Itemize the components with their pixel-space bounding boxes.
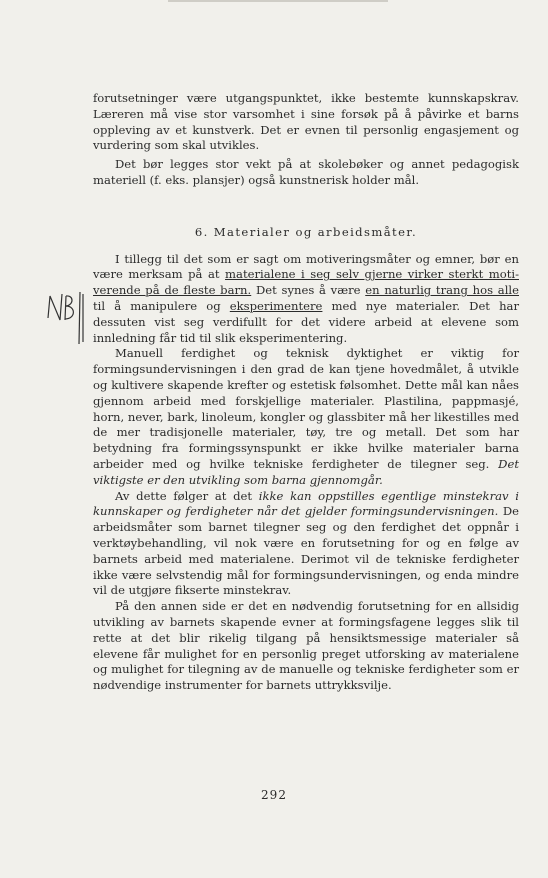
paragraph-section-3: Av dette følger at det ikke kan oppstilles egentlige minstekrav i kunnskaper og ferdigheter når det gjelder formingsundervisningen. De arbeidsmåter som barnet tilegner seg og den ferdighet det oppnår i verktøybehandling, vil nok være en forutsetning for og en følge av barnets arbeid med materialene. Derimot vil de tekniske ferdigheter ikke være selvstendig mål for formingsundervisningen, og enda mindre vil de utgjøre fikserte minstekrav. [93, 488, 519, 598]
underlined-text-3: eksperimentere [229, 298, 323, 313]
emphasis-text: ikke kan oppstilles egentlige minstekrav i kunnskaper og ferdigheter når det gjelder formingsundervisningen. [93, 488, 519, 519]
emphasis-text: Det viktigste er den utvikling som barna gjennomgår. [93, 456, 519, 487]
paragraph-intro: forutsetninger være utgangspunktet, ikke bestemte kunnskapskrav. Læreren må vise stor varsomhet i sine forsøk på å påvirke et barns oppleving av et kunstverk. Det er evnen til personlig engasjement og vurdering som skal utvikles. [93, 91, 519, 153]
handwritten-nb-annotation [44, 290, 90, 346]
scan-edge-line [168, 0, 388, 2]
body-text [93, 91, 519, 694]
nb-mark-icon [44, 290, 90, 346]
section-heading: 6. Materialer og arbeidsmåter. [194, 224, 418, 239]
paragraph-materials-note: Det bør legges stor vekt på at skolebøker og annet pedagogisk materiell (f. eks. plansjer) også kunstnerisk holder mål. [93, 157, 519, 187]
underlined-text-1: materialene i seg selv gjerne virker sterkt moti-verende på de fleste barn. [93, 267, 519, 298]
page-number: 292 [261, 788, 287, 802]
paragraph-section-1: I tillegg til det som er sagt om motiveringsmåter og emner, bør en være merksam på at materialene i seg selv gjerne virker sterkt moti-verende på de fleste barn. Det synes å være en naturlig trang hos alle til å manipulere og eksperimentere med nye materialer. Det har dessuten vist seg verdifullt for det videre arbeid at elevene som innledning får tid til slik eksperimentering. [93, 251, 519, 345]
paragraph-section-4: På den annen side er det en nødvendig forutsetning for en allsidig utvikling av barnets skapende evner at formingsfagene legges slik til rette at det blir rikelig tilgang på hensiktsmessige materialer så elevene får mulighet for en personlig preget utforsking av materialene og mulighet for tilegning av de manuelle og tekniske ferdigheter som er nødvendige instrumenter for barnets uttrykksvilje. [93, 599, 519, 693]
underlined-text-2: en naturlig trang hos alle [365, 283, 519, 298]
paragraph-section-2: Manuell ferdighet og teknisk dyktighet er viktig for formingsundervisningen i den grad de kan tjene hovedmålet, å utvikle og kultivere skapende krefter og estetisk følsomhet. Dette mål kan nåes gjennom arbeid med forskjellige materialer. Plastilina, pappmasjé, horn, never, bark, linoleum, kongler og glassbiter må her likestilles med de mer tradisjonelle materialer, tøy, tre og metall. Det som har betydning fra formingssynspunkt er ikke hvilke materialer barna arbeider med og hvilke tekniske ferdigheter de tilegner seg. Det viktigste er den utvikling som barna gjennomgår. [93, 346, 519, 487]
